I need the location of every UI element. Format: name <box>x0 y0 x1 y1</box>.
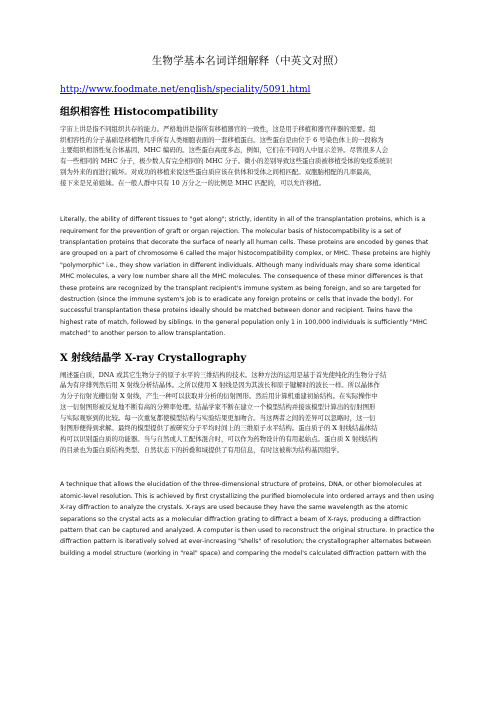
text-line: 别为外来的而进行破坏。对成功的移植来说这些蛋白质应该在供体和受体之间相匹配。双胞胎相配的几率最高， <box>60 167 376 176</box>
text-line: building a model structure (working in "real" space) and comparing the model's calculated diffraction pattern with the <box>60 549 427 557</box>
text-line: 这一衍射图形被反复地不断有高的分辨率处理。结晶学家不断在建立一个模型结构并接该模型计算出的衍射图形 <box>60 402 376 411</box>
english-paragraph <box>60 214 436 339</box>
section-heading-histocompatibility: 组织相容性 Histocompatibility <box>60 107 218 118</box>
english-paragraph <box>60 479 436 559</box>
text-line: 织相容性的分子基础是移植物几乎所有人类细胞表面的一套移植蛋白。这些蛋白是由位于 6 号染色体上的一段称为 <box>60 135 384 144</box>
text-line: diffraction pattern is iteratively solved at ever-increasing "shells" of resolution; the crystallographer alternates between <box>60 538 431 546</box>
text-line: transplantation proteins that decorate the surface of nearly all human cells. These proteins are encoded by genes that <box>60 239 429 247</box>
text-line: Literally, the ability of different tissues to "get along"; strictly, identity in all of the transplantation proteins, which is a <box>60 216 426 224</box>
text-line: requirement for the prevention of graft or organ rejection. The molecular basis of histocompatibility is a set of <box>60 227 402 235</box>
text-line: matched" to another person to allow transplantation. <box>60 330 226 338</box>
text-line: 构可以识别蛋白质的功能器。当与自然或人工配体混合时，可以作为药物设计的有用起始点。蛋白质 X 射线结构 <box>60 434 378 443</box>
text-line: "polymorphic" i.e., they show variation in different individuals. Although many individuals may share some identical <box>60 261 420 269</box>
text-line: 阐述蛋白质，DNA 或其它生物分子的原子水平的三维结构的技术。这种方法的运用是基于首先使纯化的生物分子结 <box>60 370 387 379</box>
text-line: highest rate of match, followed by siblings. In the general population only 1 in 100,000 individuals is sufficiently "MHC <box>60 318 428 326</box>
text-line: separations so the crystal acts as a molecular diffraction grating to diffract a beam of X-rays, producing a diffraction <box>60 515 421 523</box>
text-line: these proteins are recognized by the transplant recipient's immune system as being foreign, and so are targeted for <box>60 284 421 292</box>
text-line: destruction (since the immune system's job is to eradicate any foreign proteins or cells that invade the body). For <box>60 296 414 304</box>
source-link[interactable]: http://www.foodmate.net/english/speciality/5091.html <box>60 84 311 95</box>
text-line: 有一些相同的 MHC 分子，极少数人有完全相同的 MHC 分子。微小的差别导致这些蛋白质被移植受体的免疫系统识 <box>60 157 393 166</box>
text-line: 为分子衍射光栅衍射 X 射线，产生一种可以获取并分析的衍射图形。然后用计算机重建初始结构。在实际操作中 <box>60 392 378 401</box>
text-line: atomic-level resolution. This is achieved by first crystallizing the purified biomolecule into ordered arrays and then using <box>60 492 434 500</box>
text-line: 主要组织相溶性复合体基因，MHC 编码的。这些蛋白高度多态，例如，它们在不同的人中显示差异。尽管很多人会 <box>60 146 389 155</box>
document-title: 生物学基本名词详细解释（中英文对照） <box>151 55 345 67</box>
text-line: are grouped on a part of chromosome 6 called the major histocompatibility complex, or MHC. These proteins are highly <box>60 250 431 258</box>
text-line: MHC molecules, a very low number share all the MHC molecules. The consequence of these minor differences is that <box>60 273 423 281</box>
text-line: A technique that allows the elucidation of the three-dimensional structure of proteins, DNA, or other biomolecules at <box>60 481 422 489</box>
text-line: successful transplantation these proteins ideally should be matched between donor and recipient. Twins have the <box>60 307 413 315</box>
chinese-paragraph <box>60 124 436 188</box>
section-heading-xray-crystallography: X 射线结晶学 X-ray Crystallography <box>60 352 247 364</box>
text-line: pattern that can be captured and analyzed. A computer is then used to reconstruct the original structure. In practice the <box>60 526 435 534</box>
text-line: 接下来是兄弟姐妹。在一般人群中只有 10 万分之一的比例是 MHC 匹配的，可以允许移植。 <box>60 178 326 187</box>
text-line: 射图形便得到求解。最终的模型提供了被研究分子平均时间上的三维原子水平结构。蛋白质子的 X 射线结晶体结 <box>60 424 378 433</box>
text-line: 与实际观察到的比较。每一次重复都使模型结构与实验结果更加吻合。当这两者之间的差异可以忽略时，这一衍 <box>60 413 376 422</box>
text-line: 宇宙上讲是指不同组织共存的能力。严格地讲是指所有移植器官的一致性，这是用于移植和器官伴器的需要。组 <box>60 125 376 133</box>
text-line: 的目录也为蛋白质结构类型、自然状态下的折叠和域提供了有用信息，有时这被称为结构基因组学。 <box>60 445 344 454</box>
chinese-paragraph <box>60 370 436 456</box>
text-line: 晶为有序排列然后用 X 射线分析结晶体。之所以使用 X 射线是因为其波长和原子键解时的波长一样。所以晶体作 <box>60 381 380 390</box>
text-line: X-ray diffraction to analyze the crystals. X-rays are used because they have the same wavelength as the atomic <box>60 504 408 512</box>
